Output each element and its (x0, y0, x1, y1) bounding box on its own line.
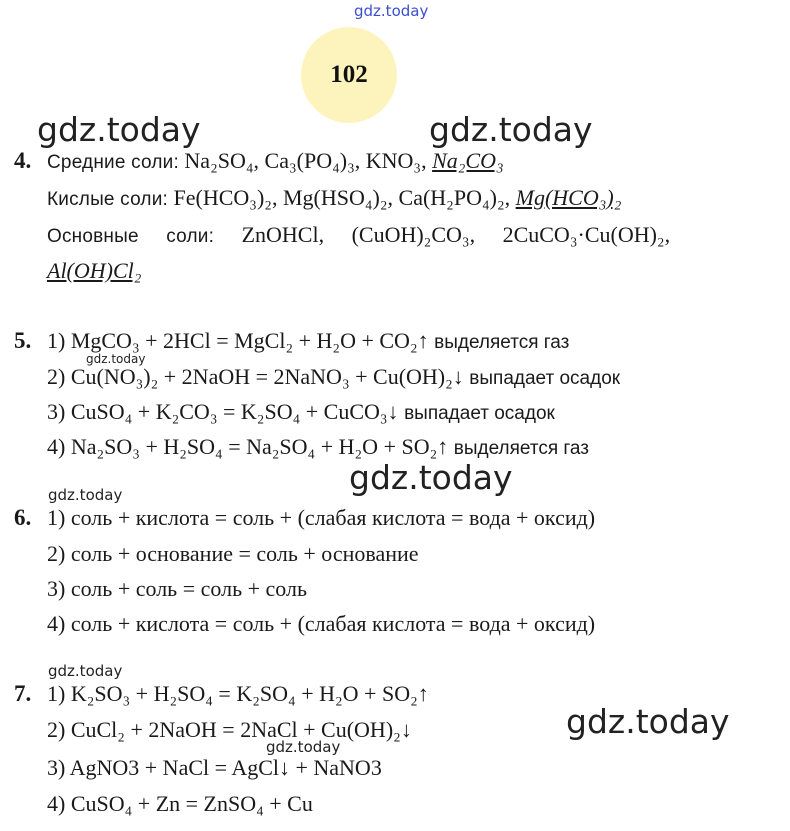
page-number-badge (301, 27, 397, 123)
task-6-line-4: 4) соль + кислота = соль + (слабая кислота = вода + оксид) (47, 611, 596, 636)
task-4-line-2 (47, 185, 621, 211)
equation-note: выделяется газ (434, 332, 570, 353)
equation-note: выпадает осадок (469, 368, 621, 389)
task-7-line-4: 4) CuSO₄ + Zn = ZnSO₄ + Cu (47, 791, 313, 816)
watermark-small: gdz.today (86, 352, 146, 366)
middle-salts-label: Средние соли: (47, 152, 179, 173)
basic-salts-formulas: ZnOHCl, (CuOH)₂CO₃, 2CuCO₃·Cu(OH)₂, (241, 222, 671, 247)
equation: 3) CuSO₄ + K₂CO₃ = K₂SO₄ + CuCO₃↓ (47, 399, 399, 424)
task-5-number: 5. (14, 328, 32, 353)
task-7-line-2: 2) CuCl₂ + 2NaOH = 2NaCl + Cu(OH)₂↓ (47, 717, 412, 742)
task-4-line-4 (47, 258, 141, 284)
middle-salts-answer: Na₂CO₃ (432, 148, 504, 173)
equation: 4) Na₂SO₃ + H₂SO₄ = Na₂SO₄ + H₂O + SO₂↑ (47, 434, 449, 459)
equation: 1) MgCO₃ + 2HCl = MgCl₂ + H₂O + CO₂↑ (47, 328, 429, 353)
task-7-number: 7. (14, 681, 32, 706)
task-7-line-3: 3) AgNO3 + NaCl = AgCl↓ + NaNO3 (47, 755, 382, 780)
equation-note: выделяется газ (453, 438, 589, 459)
equation-note: выпадает осадок (404, 403, 555, 424)
task-5-line-4 (47, 434, 589, 460)
task-7-line-1: 1) K₂SO₃ + H₂SO₄ = K₂SO₄ + H₂O + SO₂↑ (47, 681, 429, 706)
task-6-line-2: 2) соль + основание = соль + основание (47, 541, 419, 566)
task-5-line-3 (47, 399, 555, 425)
watermark-large: gdz.today (429, 110, 593, 149)
task-4-number: 4. (14, 148, 32, 173)
basic-salts-answer: Al(OH)Cl₂ (47, 258, 142, 283)
task-5-line-1 (47, 328, 569, 354)
watermark-large: gdz.today (566, 702, 730, 741)
acid-salts-answer: Mg(HCO₃)₂ (515, 185, 622, 210)
acid-salts-label: Кислые соли: (47, 189, 169, 210)
middle-salts-formulas: Na₂SO₄, Ca₃(PO₄)₃, KNO₃, (184, 148, 427, 173)
task-6-line-1: 1) соль + кислота = соль + (слабая кислота = вода + оксид) (47, 505, 596, 530)
task-6-number: 6. (14, 505, 32, 530)
page-number: 102 (330, 61, 368, 88)
watermark-top: gdz.today (354, 2, 429, 20)
watermark-small: gdz.today (266, 738, 341, 756)
task-4-line-1 (47, 148, 504, 174)
basic-salts-label: Основные соли: (47, 226, 215, 247)
acid-salts-formulas: Fe(HCO₃)₂, Mg(HSO₄)₂, Ca(H₂PO₄)₂, (173, 185, 511, 210)
watermark-large: gdz.today (37, 110, 201, 149)
task-4-line-3 (47, 222, 670, 248)
task-5-line-2 (47, 364, 620, 390)
watermark-small: gdz.today (48, 486, 123, 504)
watermark-large: gdz.today (349, 458, 513, 497)
equation: 2) Cu(NO₃)₂ + 2NaOH = 2NaNO₃ + Cu(OH)₂↓ (47, 364, 464, 389)
task-6-line-3: 3) соль + соль = соль + соль (47, 576, 307, 601)
watermark-small: gdz.today (48, 662, 123, 680)
